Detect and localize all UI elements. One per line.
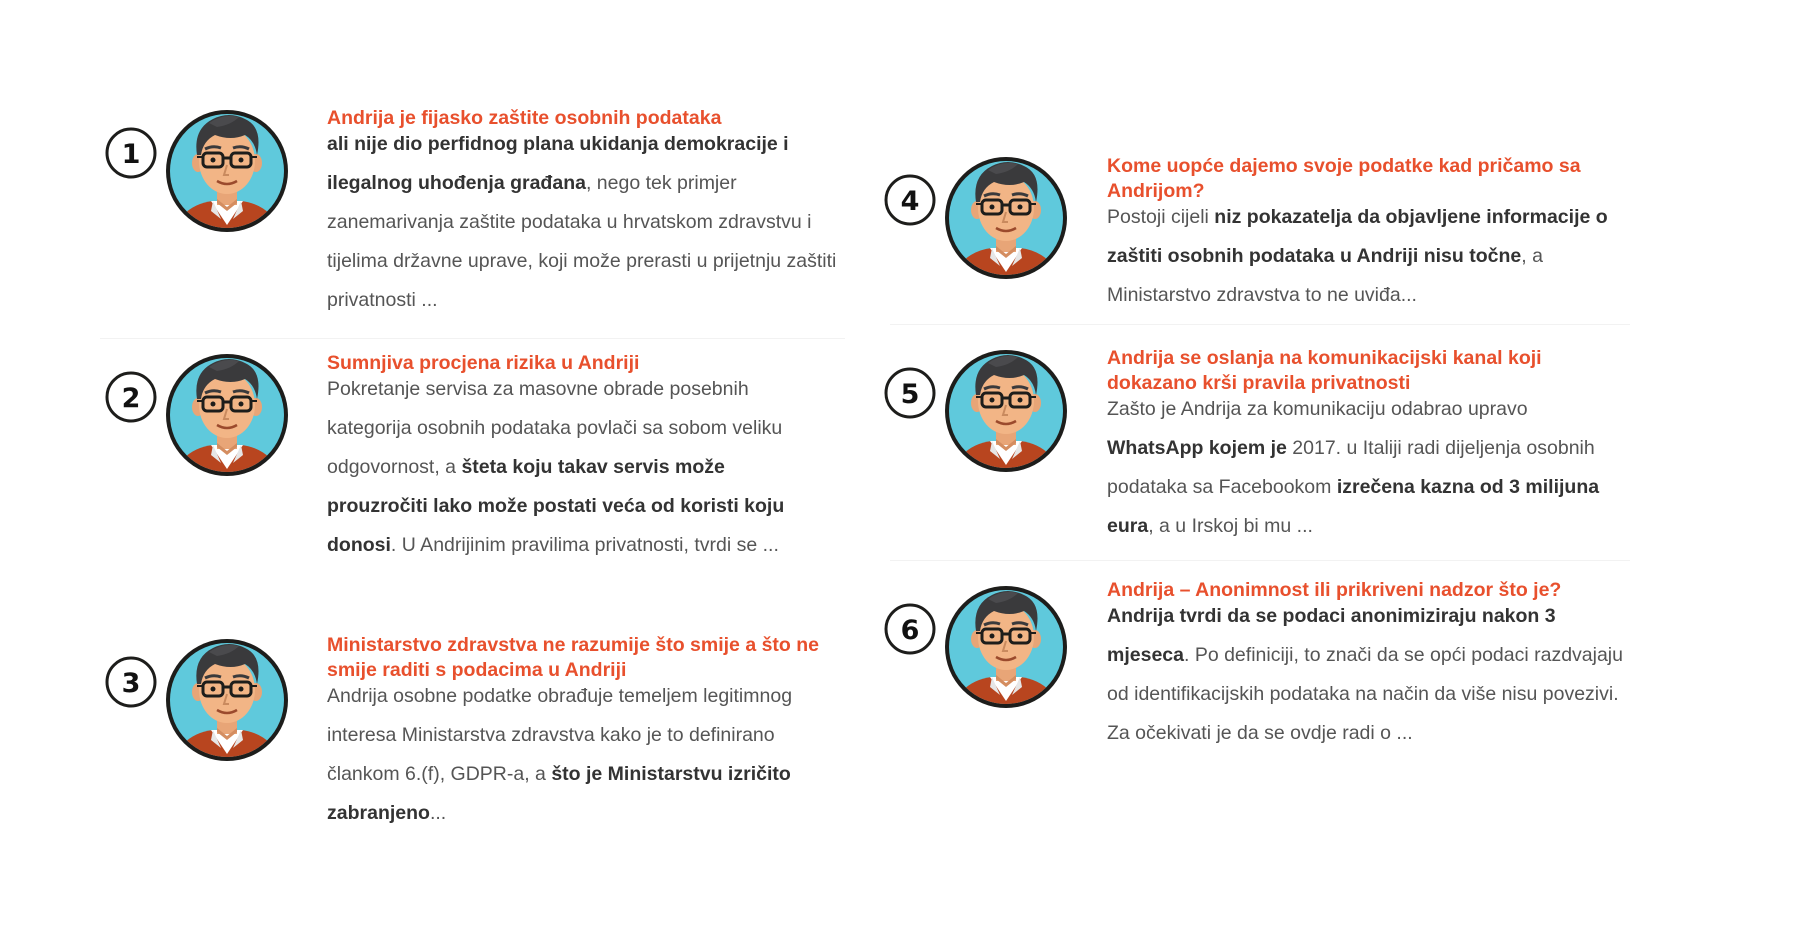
article-excerpt [1107, 198, 1627, 315]
excerpt-text: 2017. u Italiji radi dijeljenja osobnih podataka sa Facebookom [1107, 437, 1595, 498]
excerpt-text: što je Ministarstvu izričito zabranjeno [327, 763, 791, 824]
avatar [884, 343, 1084, 483]
excerpt-text: , nego tek primjer zanemarivanja zaštite podataka u hrvatskom zdravstvu i tijelima državne uprave, koji može prerasti u prijetnju zaštiti privatnosti ... [327, 172, 837, 311]
excerpt-text: ali nije dio perfidnog plana ukidanja demokracije i ilegalnog uhođenja građana [327, 133, 789, 194]
article-title[interactable]: Andrija se oslanja na komunikacijski kanal koji dokazano krši pravila privatnosti [1107, 347, 1542, 394]
badge-number: 1 [121, 139, 141, 170]
badge-number: 6 [900, 615, 920, 646]
article-excerpt [327, 370, 827, 565]
avatar [884, 579, 1084, 719]
badge-number: 5 [900, 379, 920, 410]
badge-number: 2 [121, 383, 141, 414]
number-badge [107, 373, 155, 421]
article-excerpt [1107, 390, 1627, 546]
article-title[interactable]: Ministarstvo zdravstva ne razumije što smije a što ne smije raditi s podacima u Andriji [327, 634, 820, 681]
man-with-glasses-icon [166, 110, 288, 243]
number-badge [886, 369, 934, 417]
excerpt-text: Andrija tvrdi da se podaci anonimiziraju nakon 3 mjeseca [1107, 605, 1556, 666]
separator [100, 338, 845, 339]
number-badge [107, 658, 155, 706]
excerpt-text: , a Ministarstvo zdravstva to ne uviđa... [1107, 245, 1543, 306]
article-title[interactable]: Sumnjiva procjena rizika u Andriji [327, 352, 640, 374]
article-title[interactable]: Kome uopće dajemo svoje podatke kad pričamo sa Andrijom? [1107, 155, 1581, 202]
man-with-glasses-icon [945, 350, 1067, 483]
article-excerpt [327, 677, 837, 833]
avatar [884, 150, 1084, 290]
excerpt-text: Pokretanje servisa za masovne obrade posebnih kategorija osobnih podataka povlači sa sobom veliku odgovornost, a [327, 378, 783, 478]
badge-number: 4 [900, 186, 920, 217]
man-with-glasses-icon [945, 157, 1067, 290]
avatar [105, 632, 305, 772]
excerpt-text: šteta koju takav servis može prouzročiti lako može postati veća od koristi koju donosi [327, 456, 785, 556]
separator [890, 560, 1630, 561]
article-title[interactable]: Andrija – Anonimnost ili prikriveni nadzor što je? [1107, 579, 1562, 601]
number-badge [107, 129, 155, 177]
excerpt-text: . Po definiciji, to znači da se opći podaci razdvajaju od identifikacijskih podataka na način da više nisu povezivi. Za očekivati je da se ovdje radi o ... [1107, 644, 1623, 744]
excerpt-text: , a u Irskoj bi mu ... [1148, 515, 1313, 537]
excerpt-text: izrečena kazna od 3 milijuna eura [1107, 476, 1600, 537]
excerpt-text: WhatsApp kojem je [1107, 437, 1293, 459]
man-with-glasses-icon [166, 639, 288, 772]
number-badge [886, 605, 934, 653]
avatar [105, 347, 305, 487]
avatar [105, 103, 305, 243]
excerpt-text: niz pokazatelja da objavljene informacije o zaštiti osobnih podataka u Andriji nisu točne [1107, 206, 1608, 267]
article-excerpt [327, 125, 837, 320]
man-with-glasses-icon [166, 354, 288, 487]
number-badge [886, 176, 934, 224]
excerpt-text: Postoji cijeli [1107, 206, 1215, 228]
badge-number: 3 [121, 668, 141, 699]
man-with-glasses-icon [945, 586, 1067, 719]
excerpt-text: Zašto je Andrija za komunikaciju odabrao upravo [1107, 398, 1528, 420]
excerpt-text: Andrija osobne podatke obrađuje temeljem legitimnog interesa Ministarstva zdravstva kako je to definirano člankom 6.(f), GDPR-a, a [327, 685, 793, 785]
separator [890, 324, 1630, 325]
article-excerpt [1107, 597, 1627, 753]
excerpt-text: ... [429, 802, 447, 824]
excerpt-text: . U Andrijinim pravilima privatnosti, tvrdi se ... [390, 534, 779, 556]
article-title[interactable]: Andrija je fijasko zaštite osobnih podataka [327, 107, 722, 129]
